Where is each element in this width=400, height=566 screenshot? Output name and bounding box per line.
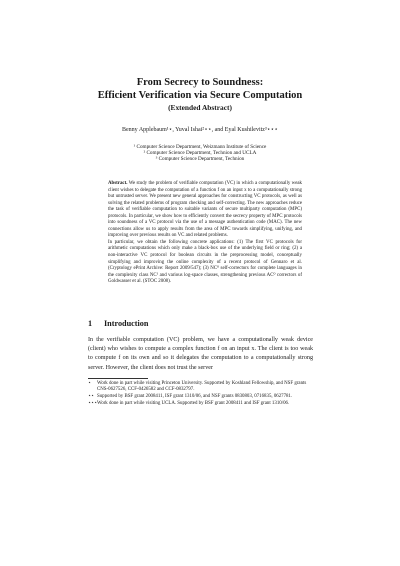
footnote-text: Work done in part while visiting Princeton University. Supported by Koshland Fellowship, and NSF grants CNS-0627526, CCF-0426582 and CCF-0832797. — [97, 381, 307, 393]
abstract-label: Abstract. — [108, 181, 128, 186]
footnote-mark: ⋆ — [88, 381, 92, 386]
affiliation-3: ³ Computer Science Department, Technion — [155, 156, 245, 162]
intro-body — [88, 336, 313, 373]
section-title: Introduction — [104, 319, 149, 328]
affiliation-2: ² Computer Science Department, Technion and UCLA — [143, 150, 257, 156]
section-number: 1 — [88, 319, 93, 328]
title-line-1: From Secrecy to Soundness: — [136, 77, 264, 88]
paper-title — [0, 76, 400, 102]
footnote-mark: ⋆⋆ — [88, 394, 95, 400]
abstract — [108, 181, 302, 286]
footnote-mark: ⋆⋆⋆ — [88, 401, 98, 407]
footnote-text: Supported by BSF grant 2008411, ISF grant 1310/06, and NSF grants 0830803, 0716835, 0627781. — [97, 394, 293, 400]
intro-paragraph: In the verifiable computation (VC) problem, we have a computationally weak device (client) who wishes to compute a complex function f on an input x. The client is too weak to compute f on its own and so it delegates the computation to a computationally strong server. However, the client does not trust the server — [88, 337, 313, 371]
section-heading — [88, 319, 148, 328]
affiliation-1: ¹ Computer Science Department, Weizmann Institute of Science — [133, 144, 267, 150]
abstract-text-1: We study the problem of verifiable computation (VC) in which a computationally weak client wishes to delegate the computation of a function f on an input x to a computationally strong but untrusted server. We present new general approaches for constructing VC protocols, as well as solving the related problems of program checking and self-correcting. The new approaches reduce the task of verifiable computation to suitable variants of secure multiparty computation (MPC) protocols. In particular, we show how to efficiently convert the secrecy property of MPC protocols into soundness of a VC protocol via the use of a message authentication code (MAC). The new connections allow us to apply results from the area of MPC towards simplifying, unifying, and improving over previous results on VC and related problems. — [108, 181, 302, 239]
abstract-paragraph-2: In particular, we obtain the following concrete applications: (1) The first VC protocols for arithmetic computations which only make a black-box use of the underlying field or ring; (2) a non-interactive VC protocol for boolean circuits in the preprocessing model, conceptually simplifying and improving the online complexity of a recent protocol of Gennaro et al. (Cryptology ePrint Archive: Report 2009/547); (3) NC⁰ self-correctors for complete languages in the complexity class NC¹ and various log-space classes, strengthening previous AC⁰ correctors of Goldwasser et al. (STOC 2008). — [108, 239, 302, 285]
footnote-rule — [88, 378, 148, 379]
paper-subtitle: (Extended Abstract) — [168, 103, 232, 112]
abstract-paragraph-1 — [108, 181, 302, 240]
author-list: Benny Applebaum¹⋆, Yuval Ishai²⋆⋆, and Eyal Kushilevitz³⋆⋆⋆ — [121, 127, 279, 133]
footnotes — [88, 381, 313, 408]
title-line-2: Efficient Verification via Secure Computation — [97, 90, 303, 101]
footnote-1 — [88, 381, 313, 393]
footnote-3 — [88, 401, 313, 407]
footnote-text: Work done in part while visiting UCLA. Supported by BSF grant 2008411 and ISF grant 1310/06. — [97, 401, 290, 407]
footnote-2 — [88, 394, 313, 400]
